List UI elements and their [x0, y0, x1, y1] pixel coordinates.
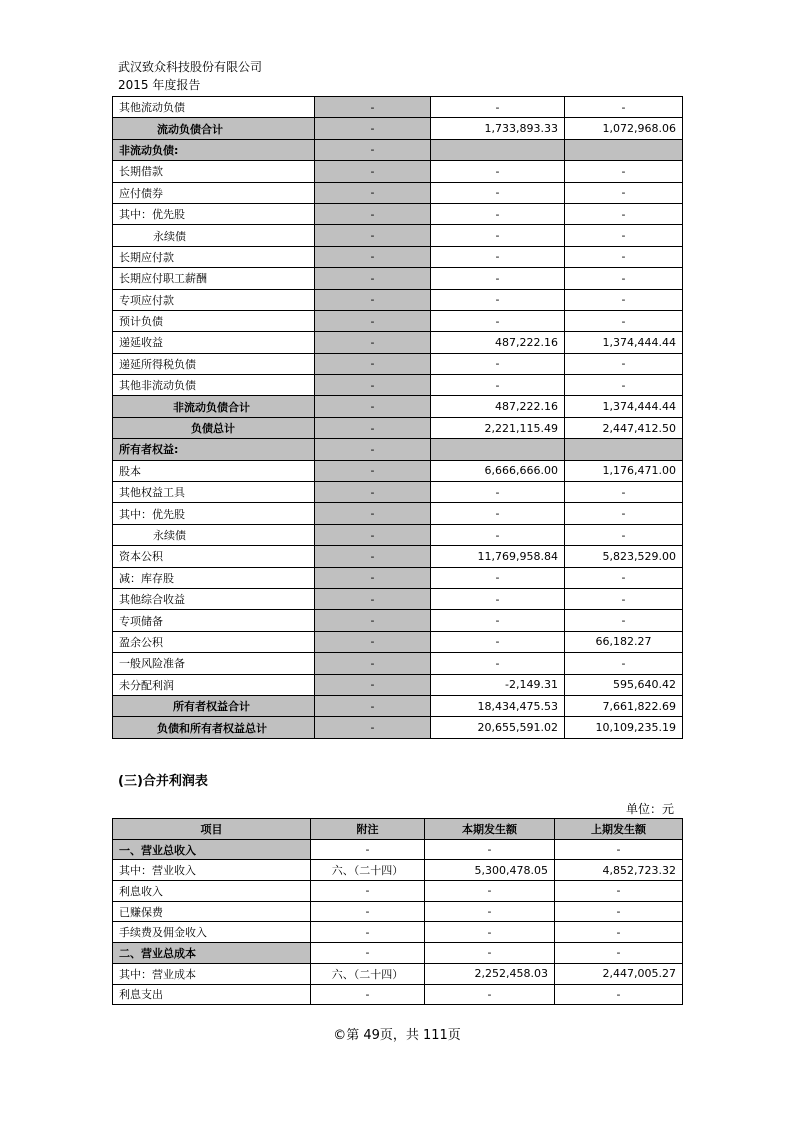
table-row	[113, 881, 683, 902]
row-prior: -	[565, 610, 683, 631]
table-row	[113, 118, 683, 139]
row-label: 其他综合收益	[113, 588, 315, 609]
row-note: -	[311, 922, 425, 943]
row-current: -	[431, 482, 565, 503]
table-row	[113, 310, 683, 331]
row-note: -	[315, 353, 431, 374]
table-row	[113, 524, 683, 545]
table-row	[113, 610, 683, 631]
row-label: 负债总计	[113, 417, 315, 438]
row-prior: -	[565, 310, 683, 331]
row-current: -	[431, 503, 565, 524]
row-current	[431, 139, 565, 160]
row-prior: 4,852,723.32	[555, 860, 683, 881]
row-current: 20,655,591.02	[431, 717, 565, 738]
col-header-item: 项目	[113, 819, 311, 840]
row-note: -	[315, 289, 431, 310]
row-label: 专项储备	[113, 610, 315, 631]
row-label: 利息收入	[113, 881, 311, 902]
row-current: -	[431, 246, 565, 267]
row-note: -	[315, 139, 431, 160]
row-note: -	[311, 984, 425, 1005]
row-note: -	[315, 332, 431, 353]
row-prior: -	[555, 984, 683, 1005]
row-current: 6,666,666.00	[431, 460, 565, 481]
row-label: 其中：优先股	[113, 203, 315, 224]
row-note: -	[315, 717, 431, 738]
row-label: 递延所得税负债	[113, 353, 315, 374]
report-header	[118, 58, 262, 94]
table-row	[113, 901, 683, 922]
table-row	[113, 695, 683, 716]
row-label: 其他非流动负债	[113, 375, 315, 396]
table-row	[113, 984, 683, 1005]
row-prior: -	[565, 161, 683, 182]
row-note: -	[315, 610, 431, 631]
row-note: -	[315, 417, 431, 438]
row-label: 股本	[113, 460, 315, 481]
row-note: -	[311, 943, 425, 964]
row-label: 二、营业总成本	[113, 943, 311, 964]
col-header-current: 本期发生额	[425, 819, 555, 840]
row-current: -	[431, 225, 565, 246]
table-row	[113, 182, 683, 203]
row-label: 一般风险准备	[113, 653, 315, 674]
row-current: -	[431, 631, 565, 652]
row-current	[431, 439, 565, 460]
row-prior: -	[565, 289, 683, 310]
table-row	[113, 203, 683, 224]
row-prior: 2,447,005.27	[555, 963, 683, 984]
row-current: -	[431, 524, 565, 545]
row-label: 长期应付款	[113, 246, 315, 267]
table-row	[113, 922, 683, 943]
row-prior: -	[565, 246, 683, 267]
row-label: 手续费及佣金收入	[113, 922, 311, 943]
row-label: 递延收益	[113, 332, 315, 353]
row-prior: -	[565, 524, 683, 545]
row-current: -	[431, 588, 565, 609]
row-current: -	[425, 901, 555, 922]
income-statement-table	[112, 818, 683, 1005]
row-current: -	[431, 97, 565, 118]
row-current: 18,434,475.53	[431, 695, 565, 716]
row-prior: -	[565, 203, 683, 224]
row-prior: 66,182.27	[565, 631, 683, 652]
table-row	[113, 860, 683, 881]
row-current: 2,221,115.49	[431, 417, 565, 438]
row-current: -	[425, 943, 555, 964]
row-note: -	[311, 881, 425, 902]
row-label: 资本公积	[113, 546, 315, 567]
table-row	[113, 439, 683, 460]
row-note: -	[315, 653, 431, 674]
row-note: -	[315, 674, 431, 695]
row-label: 其中：优先股	[113, 503, 315, 524]
row-label: 盈余公积	[113, 631, 315, 652]
row-note: -	[315, 460, 431, 481]
row-note: -	[315, 482, 431, 503]
table-row	[113, 353, 683, 374]
row-current: -	[425, 984, 555, 1005]
row-label: 利息支出	[113, 984, 311, 1005]
row-prior: -	[565, 503, 683, 524]
row-prior: 10,109,235.19	[565, 717, 683, 738]
table-row	[113, 417, 683, 438]
row-prior: -	[565, 653, 683, 674]
table-row	[113, 546, 683, 567]
row-label: 其他流动负债	[113, 97, 315, 118]
row-note: 六、（二十四）	[311, 860, 425, 881]
balance-sheet-table	[112, 96, 683, 739]
table-row	[113, 139, 683, 160]
row-label: 其中：营业收入	[113, 860, 311, 881]
row-current: -	[431, 567, 565, 588]
row-label: 所有者权益合计	[113, 695, 315, 716]
row-label: 永续债	[113, 225, 315, 246]
row-prior: -	[565, 375, 683, 396]
row-note: -	[315, 503, 431, 524]
row-prior: 5,823,529.00	[565, 546, 683, 567]
row-current: -2,149.31	[431, 674, 565, 695]
row-note: -	[311, 839, 425, 860]
row-note: -	[315, 588, 431, 609]
row-prior	[565, 139, 683, 160]
row-prior: -	[565, 268, 683, 289]
row-prior: 595,640.42	[565, 674, 683, 695]
table-row	[113, 161, 683, 182]
row-label: 已赚保费	[113, 901, 311, 922]
row-prior: -	[555, 901, 683, 922]
company-name: 武汉致众科技股份有限公司	[118, 60, 263, 74]
row-prior: 7,661,822.69	[565, 695, 683, 716]
row-prior: -	[555, 839, 683, 860]
row-current: -	[431, 375, 565, 396]
row-label: 所有者权益:	[113, 439, 315, 460]
row-prior: -	[565, 97, 683, 118]
col-header-prior: 上期发生额	[555, 819, 683, 840]
row-prior: 1,374,444.44	[565, 332, 683, 353]
row-current: -	[431, 310, 565, 331]
table-row	[113, 97, 683, 118]
row-prior: -	[565, 588, 683, 609]
row-current: -	[431, 268, 565, 289]
row-note: -	[315, 375, 431, 396]
table-row	[113, 839, 683, 860]
row-prior: -	[565, 353, 683, 374]
table-row	[113, 396, 683, 417]
income-statement-title: (三)合并利润表	[118, 774, 208, 789]
row-note: -	[315, 161, 431, 182]
row-current: 5,300,478.05	[425, 860, 555, 881]
col-header-note: 附注	[311, 819, 425, 840]
table-row	[113, 460, 683, 481]
row-prior: -	[565, 482, 683, 503]
row-label: 应付债券	[113, 182, 315, 203]
row-prior: -	[565, 567, 683, 588]
table-row	[113, 674, 683, 695]
row-note: -	[315, 182, 431, 203]
row-current: -	[425, 881, 555, 902]
row-note: -	[315, 546, 431, 567]
table-row	[113, 375, 683, 396]
row-label: 一、营业总收入	[113, 839, 311, 860]
row-label: 长期借款	[113, 161, 315, 182]
report-title: 2015 年度报告	[118, 78, 201, 92]
row-current: -	[431, 353, 565, 374]
row-current: -	[425, 839, 555, 860]
table-row	[113, 503, 683, 524]
row-note: -	[315, 439, 431, 460]
row-current: 487,222.16	[431, 396, 565, 417]
row-current: -	[425, 922, 555, 943]
row-current: -	[431, 610, 565, 631]
table-row	[113, 588, 683, 609]
table-row	[113, 631, 683, 652]
row-note: -	[315, 567, 431, 588]
row-prior: 1,374,444.44	[565, 396, 683, 417]
table-row	[113, 225, 683, 246]
unit-label: 单位：元	[625, 802, 674, 816]
row-prior: -	[555, 881, 683, 902]
row-label: 非流动负债合计	[113, 396, 315, 417]
table-row	[113, 963, 683, 984]
row-label: 其他权益工具	[113, 482, 315, 503]
row-label: 专项应付款	[113, 289, 315, 310]
table-row	[113, 482, 683, 503]
row-current: 487,222.16	[431, 332, 565, 353]
row-note: -	[315, 118, 431, 139]
row-prior: -	[555, 922, 683, 943]
table-row	[113, 567, 683, 588]
row-label: 长期应付职工薪酬	[113, 268, 315, 289]
row-label: 非流动负债:	[113, 139, 315, 160]
row-note: -	[315, 310, 431, 331]
row-note: -	[315, 97, 431, 118]
row-prior: 1,072,968.06	[565, 118, 683, 139]
row-current: 11,769,958.84	[431, 546, 565, 567]
table-row	[113, 717, 683, 738]
row-current: 2,252,458.03	[425, 963, 555, 984]
row-prior: -	[555, 943, 683, 964]
row-prior: 1,176,471.00	[565, 460, 683, 481]
table-header-row	[113, 819, 683, 840]
row-current: -	[431, 653, 565, 674]
page-footer: ©第 49页，共 111页	[333, 1028, 461, 1043]
row-label: 减：库存股	[113, 567, 315, 588]
row-prior	[565, 439, 683, 460]
row-label: 永续债	[113, 524, 315, 545]
row-current: -	[431, 161, 565, 182]
row-note: -	[315, 225, 431, 246]
table-row	[113, 289, 683, 310]
row-note: -	[311, 901, 425, 922]
row-prior: -	[565, 225, 683, 246]
row-note: -	[315, 631, 431, 652]
row-note: -	[315, 268, 431, 289]
row-note: -	[315, 246, 431, 267]
table-row	[113, 943, 683, 964]
table-row	[113, 268, 683, 289]
table-row	[113, 332, 683, 353]
row-label: 其中：营业成本	[113, 963, 311, 984]
row-prior: -	[565, 182, 683, 203]
row-note: -	[315, 524, 431, 545]
row-label: 未分配利润	[113, 674, 315, 695]
table-row	[113, 653, 683, 674]
row-label: 流动负债合计	[113, 118, 315, 139]
row-label: 预计负债	[113, 310, 315, 331]
row-current: -	[431, 289, 565, 310]
row-current: -	[431, 182, 565, 203]
row-note: -	[315, 203, 431, 224]
table-row	[113, 246, 683, 267]
row-note: -	[315, 396, 431, 417]
row-note: 六、（二十四）	[311, 963, 425, 984]
row-current: -	[431, 203, 565, 224]
row-note: -	[315, 695, 431, 716]
row-current: 1,733,893.33	[431, 118, 565, 139]
row-label: 负债和所有者权益总计	[113, 717, 315, 738]
row-prior: 2,447,412.50	[565, 417, 683, 438]
